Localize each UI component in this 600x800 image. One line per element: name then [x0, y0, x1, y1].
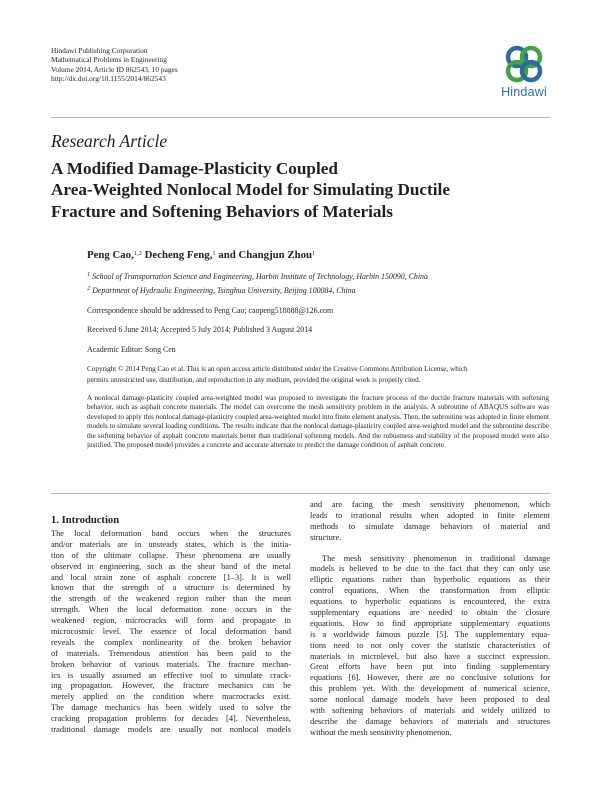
- affiliation-number: 1: [87, 271, 91, 278]
- body-line: cracking propagation problems for decades [4]. Nevertheless,: [51, 714, 291, 724]
- header-rule: [51, 117, 550, 118]
- body-line: The local deformation band occurs when the structures: [51, 529, 291, 538]
- body-line: strength. When the local deformation zone occurs in the: [51, 605, 291, 615]
- body-line: is a worldwide famous puzzle [5]. The supplementary equa-: [310, 629, 550, 639]
- body-line: without the mesh sensitivity phenomenon.: [310, 727, 452, 737]
- body-line: models is believed to be due to the fact that they can only use: [310, 564, 550, 574]
- body-line: traditional damage models are usually not nonlocal models: [51, 725, 291, 735]
- copyright-line: Copyright © 2014 Peng Cao et al. This is an open access article distributed under the Creative Commons Attribution License, which: [87, 365, 468, 373]
- hindawi-logo-icon: [501, 44, 547, 84]
- volume-info: Volume 2014, Article ID 862543, 10 pages: [51, 64, 178, 74]
- author-affiliation-marker: 1: [212, 250, 216, 257]
- body-line: structure.: [310, 532, 342, 542]
- copyright-notice: [87, 364, 468, 386]
- body-line: describe the damage behaviors of materials and structures: [310, 716, 550, 726]
- body-line: The mesh sensitivity phenomenon in traditional damage: [322, 553, 550, 563]
- journal-name: Mathematical Problems in Engineering: [51, 55, 167, 65]
- body-line: supplementary equations are needed to obtain the closure: [310, 608, 550, 618]
- body-line: ing propagation. However, the fracture mechanics can be: [51, 681, 291, 691]
- journal-header: [51, 46, 178, 84]
- academic-editor: Academic Editor: Song Cen: [87, 345, 176, 354]
- body-line: microcosmic level. The essence of local deformation band: [51, 627, 291, 637]
- body-line: weakened region, microcracks will form and propagate in: [51, 616, 291, 626]
- paper-title: [51, 158, 450, 222]
- body-line: equations [6]. However, there are no conclusive solutions for: [310, 673, 550, 683]
- author-affiliation-marker: 1: [311, 250, 316, 257]
- doi-link[interactable]: http://dx.doi.org/10.1155/2014/862543: [51, 74, 166, 84]
- body-line: leads to irrational results when adopted in finite element: [310, 510, 550, 520]
- body-line: with softening behaviors of materials and widely utilized to: [310, 706, 550, 716]
- author-name: Peng Cao,: [87, 249, 134, 261]
- copyright-line: permits unrestricted use, distribution, and reproduction in any medium, provided the original work is properly cited.: [87, 376, 421, 384]
- author-name: and Changjun Zhou: [215, 249, 312, 261]
- body-line: tion of the ultimate collapse. These phenomena are usually: [51, 550, 291, 560]
- body-line: The damage mechanics has been widely used to solve the: [51, 703, 291, 713]
- author-affiliation-marker: 1,2: [133, 250, 142, 257]
- body-line: of materials. Tremendous attention has been paid to the: [51, 648, 291, 658]
- body-line: the strength of the weakened region rather than the mean: [51, 594, 291, 604]
- title-line: A Modified Damage-Plasticity Coupled: [51, 159, 338, 178]
- body-line: control equations. When the transformation from elliptic: [310, 586, 550, 596]
- abstract-rule: [51, 493, 550, 494]
- hindawi-logo-text: Hindawi: [501, 85, 547, 99]
- body-line: reveals the complex nonlinearity of the broken behavior: [51, 637, 291, 647]
- body-line: equations. How to find appropriate supplementary equations: [310, 618, 550, 628]
- body-line: merely applied on the condition where macrocracks exist.: [51, 692, 291, 702]
- left-column: [51, 529, 291, 736]
- right-column: [310, 500, 550, 739]
- body-line: known that the strength of a structure is determined by: [51, 583, 291, 593]
- affiliation-text: Department of Hydraulic Engineering, Tsinghua University, Beijing 100084, China: [90, 286, 356, 295]
- affiliation: [87, 271, 428, 281]
- affiliation: [87, 285, 356, 295]
- affiliation-number: 2: [87, 285, 91, 292]
- article-type: Research Article: [51, 131, 168, 151]
- author-list: [87, 249, 315, 261]
- body-line: and/or materials are in unsteady states, which is the initia-: [51, 539, 291, 549]
- body-line: tions need to not only cover the statistic characteristics of: [310, 640, 550, 650]
- body-line: elliptic equations rather than hyperbolic equations as their: [310, 575, 550, 585]
- body-line: methods to simulate damage behaviors of material and: [310, 521, 550, 531]
- title-line: Area-Weighted Nonlocal Model for Simulating Ductile: [51, 180, 450, 200]
- section-heading: 1. Introduction: [51, 515, 120, 526]
- body-line: this problem yet. With the development of numerical science,: [310, 684, 550, 694]
- publication-dates: Received 6 June 2014; Accepted 5 July 2014; Published 3 August 2014: [87, 325, 313, 334]
- body-line: materials in microlevel, but also have a succinct expression.: [310, 651, 550, 661]
- paragraph-gap: [310, 544, 550, 554]
- body-line: Great efforts have been put into finding supplementary: [310, 662, 550, 672]
- body-line: and are facing the mesh sensitivity phenomenon, which: [310, 500, 550, 509]
- body-line: broken behavior of various materials. The fracture mechan-: [51, 659, 291, 669]
- title-line: Fracture and Softening Behaviors of Materials: [51, 201, 393, 221]
- affiliation-text: School of Transportation Science and Engineering, Harbin Institute of Technology, Harbin 150090, China: [90, 272, 428, 281]
- body-line: ics is usually assumed an effective tool to simulate crack-: [51, 670, 291, 680]
- body-line: equations to hyperbolic equations is encountered, the extra: [310, 597, 550, 607]
- body-line: some nonlocal damage models have been proposed to deal: [310, 695, 550, 705]
- body-line: and local strain zone of asphalt concrete [1–3]. It is well: [51, 572, 291, 582]
- hindawi-logo: [497, 44, 551, 99]
- abstract: A nonlocal damage-plasticity coupled area-weighted model was proposed to investigate the fracture process of the ductile fracture materials with softening behavior, such as asphalt concrete materials. The model can overcome the mesh sensitivity problem in the analysis. A subroutine of ABAQUS software was developed to apply this nonlocal damage-plasticity coupled area-weighted model into finite element analysis. Then, the subroutine was adopted in finite element models to simulate several loading conditions. The results indicate that the nonlocal damage-plasticity coupled area-weighted model and the subroutine describe the softening behavior of asphalt concrete materials better than traditional softening models. And the robustness and stability of the proposed model were also justified. The proposed model provides a concrete and accurate alternate to predict the damage condition of asphalt concrete.: [87, 394, 549, 450]
- publisher-name: Hindawi Publishing Corporation: [51, 46, 148, 55]
- author-name: Decheng Feng,: [141, 249, 213, 261]
- correspondence: Correspondence should be addressed to Peng Cao; caopeng518888@126.com: [87, 306, 334, 315]
- body-line: observed in engineering, such as the shear band of the metal: [51, 561, 291, 571]
